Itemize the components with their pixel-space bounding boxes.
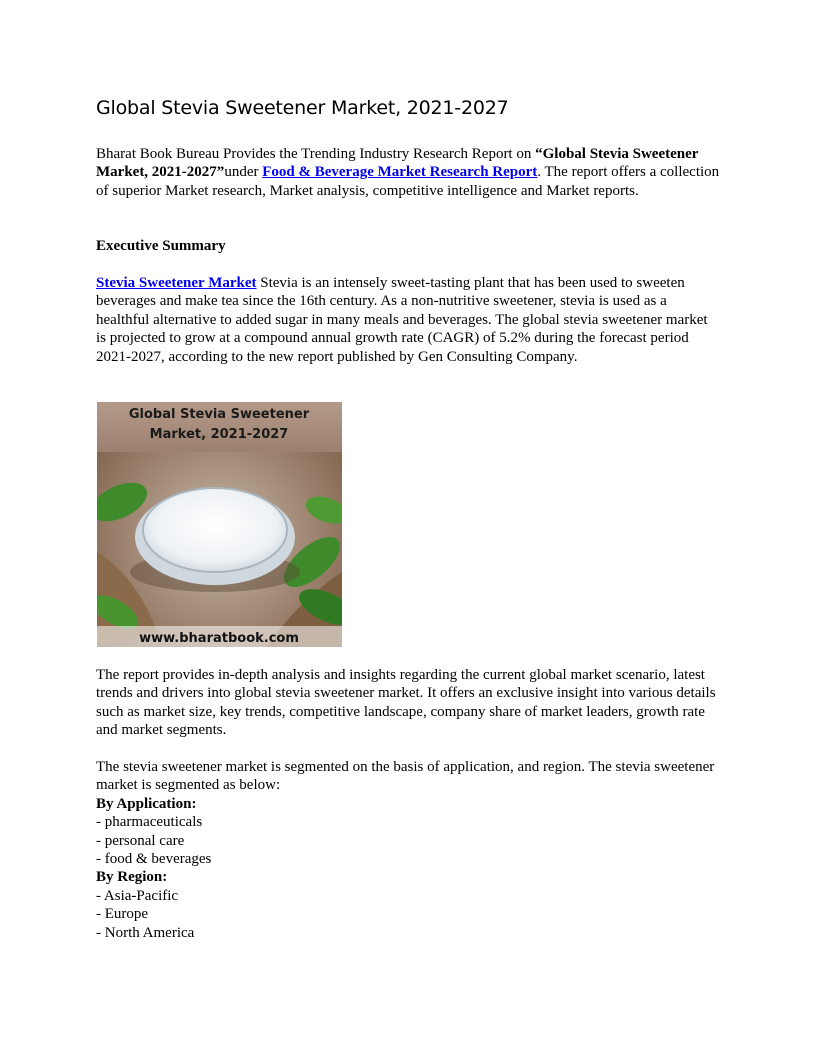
summary-text: Stevia is an intensely sweet-tasting plant that has been used to sweeten beverages and make tea since the 16th century. As a non-nutritive sweetener, stevia is used as a healthful alternative to added sugar in many meals and beverages. The global stevia sweetener market is projected to grow at a compound annual growth rate (CAGR) of 5.2% during the forecast period 2021-2027, according to the new report published by Gen Consulting Company. bbox=[96, 275, 708, 365]
intro-lead: Bharat Book Bureau Provides the Trending Industry Research Report on bbox=[96, 146, 536, 162]
application-item: - food & beverages bbox=[96, 851, 212, 868]
intro-paragraph bbox=[96, 145, 720, 200]
summary-paragraph bbox=[96, 274, 720, 366]
application-heading: By Application: bbox=[96, 795, 197, 812]
image-caption-line1: Global Stevia Sweetener bbox=[128, 407, 310, 422]
image-watermark: www.bharatbook.com bbox=[139, 631, 299, 646]
region-item: - North America bbox=[96, 924, 195, 941]
report-name: “Global Stevia Sweetener Market, 2021-2027” bbox=[96, 146, 699, 181]
segments-section bbox=[96, 758, 720, 942]
segments-intro: The stevia sweetener market is segmented on the basis of application, and region. The stevia sweetener market is segmented as below: bbox=[96, 759, 715, 794]
region-item: - Europe bbox=[96, 906, 149, 923]
application-item: - personal care bbox=[96, 832, 185, 849]
region-item: - Asia-Pacific bbox=[96, 887, 179, 904]
image-caption-line2: Market, 2021-2027 bbox=[149, 427, 289, 442]
region-heading: By Region: bbox=[96, 869, 168, 886]
food-beverage-report-link[interactable]: Food & Beverage Market Research Report bbox=[262, 164, 538, 181]
application-item: - pharmaceuticals bbox=[96, 814, 203, 831]
executive-summary-heading: Executive Summary bbox=[96, 238, 226, 254]
intro-under: under bbox=[224, 164, 263, 181]
stevia-product-image bbox=[97, 402, 342, 647]
intro-rest: . The report offers a collection of superior Market research, Market analysis, competitive intelligence and Market reports. bbox=[96, 164, 720, 199]
analysis-paragraph: The report provides in-depth analysis and insights regarding the current global market scenario, latest trends and drivers into global stevia sweetener market. It offers an exclusive insight into various details such as market size, key trends, competitive landscape, company share of market leaders, growth rate and market segments. bbox=[96, 667, 716, 739]
stevia-sweetener-market-link[interactable]: Stevia Sweetener Market bbox=[96, 275, 257, 291]
page-title: Global Stevia Sweetener Market, 2021-2027 bbox=[96, 97, 509, 119]
